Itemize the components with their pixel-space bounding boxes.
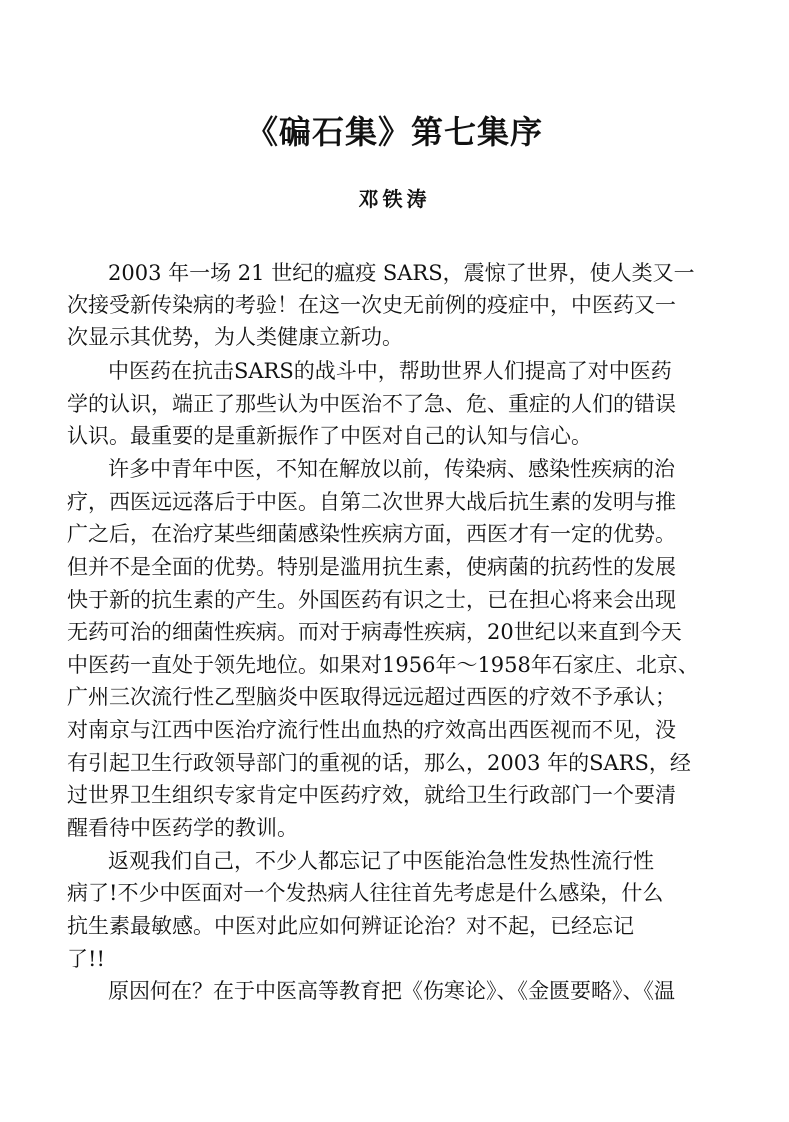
body-line: 但并不是全面的优势。特别是滥用抗生素，使病菌的抗药性的发展	[67, 555, 676, 579]
body-line: 对南京与江西中医治疗流行性出血热的疗效高出西医视而不见，没	[67, 718, 676, 742]
body-line: 认识。最重要的是重新振作了中医对自己的认知与信心。	[67, 424, 592, 448]
body-line: 抗生素最敏感。中医对此应如何辨证论治？对不起，已经忘记	[67, 914, 634, 938]
body-line: 次显示其优势，为人类健康立新功。	[67, 325, 403, 349]
body-line: 次接受新传染病的考验！在这一次史无前例的疫症中，中医药又一	[67, 293, 676, 317]
body-line: 广州三次流行性乙型脑炎中医取得远远超过西医的疗效不予承认；	[67, 685, 676, 709]
body-line: 病了!不少中医面对一个发热病人往往首先考虑是什么感染，什么	[67, 881, 664, 905]
body-line: 快于新的抗生素的产生。外国医药有识之士，已在担心将来会出现	[67, 588, 676, 612]
body-line: 了!!	[67, 947, 105, 971]
document-author: 邓铁涛	[358, 187, 431, 211]
body-line: 中医药一直处于领先地位。如果对1956年～1958年石家庄、北京、	[67, 653, 699, 677]
body-line: 醒看待中医药学的教训。	[67, 816, 298, 840]
body-line: 中医药在抗击SARS的战斗中，帮助世界人们提高了对中医药	[108, 359, 672, 383]
body-line: 原因何在？在于中医高等教育把《伤寒论》、《金匮要略》、《温	[108, 979, 675, 1003]
body-line: 广之后，在治疗某些细菌感染性疾病方面，西医才有一定的优势。	[67, 522, 676, 546]
body-line: 学的认识，端正了那些认为中医治不了急、危、重症的人们的错误	[67, 392, 676, 416]
body-line: 返观我们自己，不少人都忘记了中医能治急性发热性流行性	[108, 849, 654, 873]
body-line: 有引起卫生行政领导部门的重视的话，那么，2003 年的SARS，经	[67, 751, 691, 775]
body-line: 过世界卫生组织专家肯定中医药疗效，就给卫生行政部门一个要清	[67, 783, 676, 807]
body-line: 许多中青年中医，不知在解放以前，传染病、感染性疾病的治	[108, 457, 675, 481]
document-title: 《碥石集》第七集序	[245, 113, 543, 151]
body-line: 无药可治的细菌性疾病。而对于病毒性疾病，20世纪以来直到今天	[67, 620, 682, 644]
body-line: 疗，西医远远落后于中医。自第二次世界大战后抗生素的发明与推	[67, 490, 676, 514]
body-line: 2003 年一场 21 世纪的瘟疫 SARS，震惊了世界，使人类又一	[108, 261, 695, 285]
